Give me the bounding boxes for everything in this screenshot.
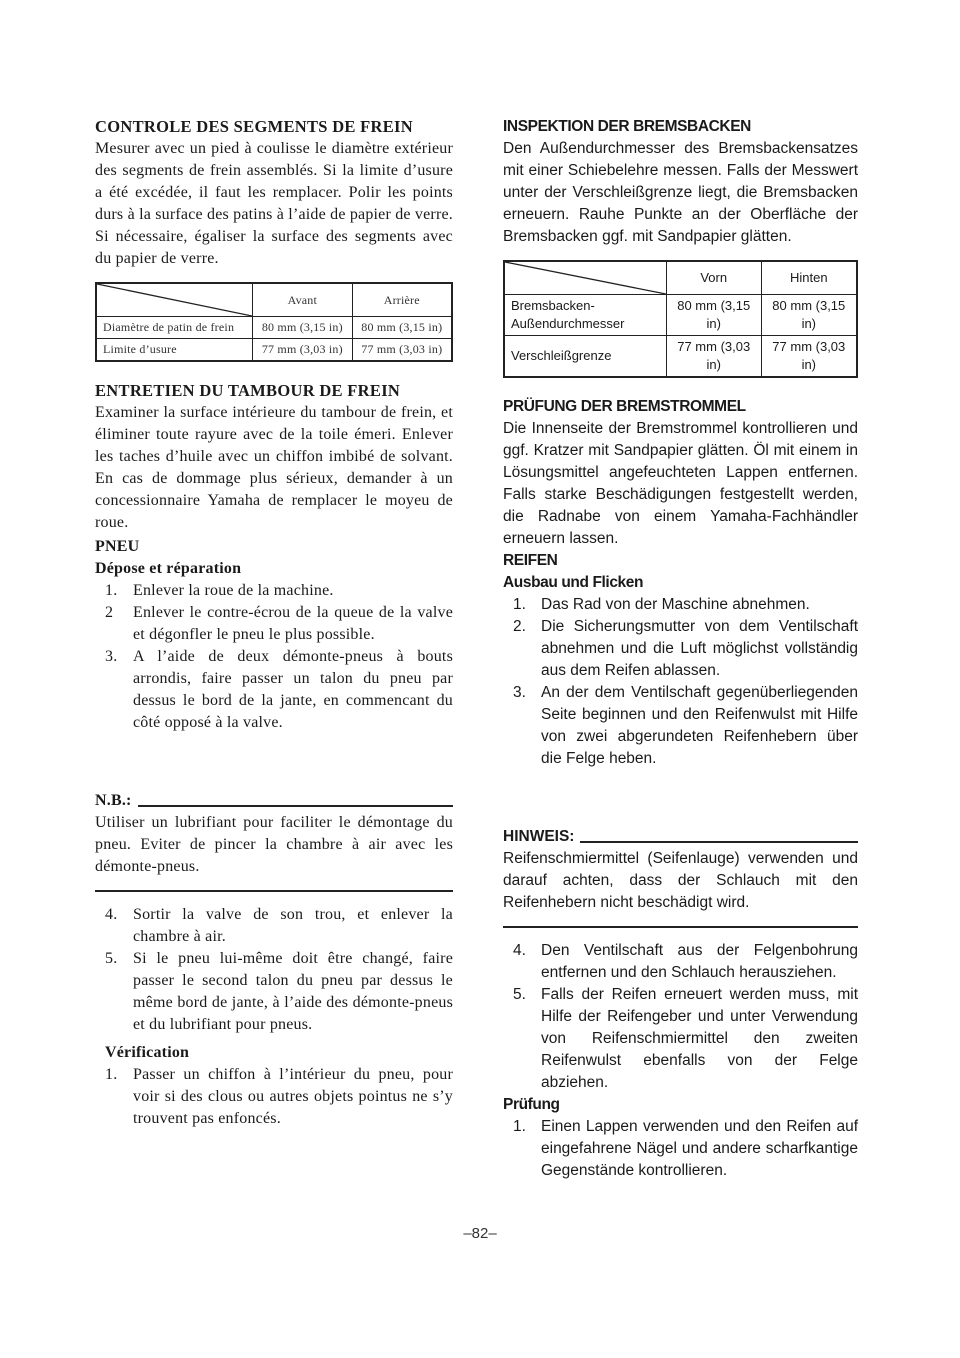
fr-row2-label: Limite d’usure (96, 339, 253, 362)
fr-drum-body: Examiner la surface intérieure du tambour de frein, et éliminer toute rayure avec de la toile émeri. Enlever les taches d’huile avec un chiffon imbibé de solvant. En cas de dommage plus sérieux, demander à un concessionnaire Yamaha de remplacer le moyeu de roue. (95, 404, 453, 531)
step-number: 5. (513, 986, 526, 1003)
table-row (504, 336, 857, 378)
list-item (95, 580, 453, 602)
step-number: 3. (513, 684, 526, 701)
fr-removal-steps (95, 580, 453, 734)
step-text: Passer un chiffon à l’intérieur du pneu, pour voir si des clous ou autres objets pointus ne s’y trouvent pas enfoncés. (133, 1066, 453, 1127)
fr-row2-rear: 77 mm (3,03 in) (352, 339, 452, 362)
step-number: 2. (513, 618, 526, 635)
list-item (95, 948, 453, 1036)
step-number: 4. (513, 942, 526, 959)
list-item (95, 904, 453, 948)
list-item (95, 602, 453, 646)
fr-spec-table (95, 282, 453, 362)
step-number: 1. (105, 1066, 118, 1083)
de-spec-table (503, 260, 858, 378)
step-text: Die Sicherungsmutter von dem Ventilschaft abnehmen und die Luft möglichst vollständig aus dem Reifen ablassen. (541, 618, 858, 679)
de-check-steps (503, 1116, 858, 1182)
de-row2-front: 77 mm (3,03 in) (666, 336, 761, 378)
step-text: An der dem Ventilschaft gegenüberliegenden Seite beginnen und den Reifenwulst mit Hilfe von zwei abgerundeten Reifenhebern über die Felge heben. (541, 684, 858, 767)
de-row1-rear: 80 mm (3,15 in) (761, 295, 857, 336)
de-drum-heading: PRÜFUNG DER BREMSTROMMEL (503, 398, 746, 415)
list-item (95, 1064, 453, 1130)
de-note-header (503, 826, 858, 848)
table-row (96, 339, 452, 362)
step-text: Falls der Reifen erneuert werden muss, mit Hilfe der Reifengeber und unter Verwendung von Reifenschmiermittel den zweiten Reifenwulst ebenfalls von der Felge abziehen. (541, 986, 858, 1091)
de-note-label: HINWEIS: (503, 828, 575, 845)
fr-table-corner (96, 283, 253, 317)
fr-check-steps (95, 1064, 453, 1130)
table-row (96, 317, 452, 339)
step-text: Enlever le contre-écrou de la queue de la valve et dégonfler le pneu le plus possible. (133, 604, 453, 643)
de-drum-body: Die Innenseite der Bremstrommel kontrollieren und ggf. Kratzer mit Sandpapier glätten. Öl mit einem in Lösungsmittel angefeuchteten Lappen entfernen. Falls starke Beschädigungen festgestellt werden, die Radnabe von einem Yamaha-Fachhändler erneuern lassen. (503, 420, 858, 547)
step-number: 2 (105, 604, 114, 621)
list-item (503, 984, 858, 1094)
de-tire-subheading: Ausbau und Flicken (503, 574, 644, 591)
de-row1-label: Bremsbacken-Außendurchmesser (504, 295, 666, 336)
step-number: 5. (105, 950, 118, 967)
fr-brake-shoe-body: Mesurer avec un pied à coulisse le diamètre extérieur des segments de frein assemblés. Si la limite d’usure a été excédée, il faut les remplacer. Polir les points durs à la surface des patins à l’aide de papier de verre. Si nécessaire, égaliser la surface des segments avec du papier de verre. (95, 140, 453, 267)
list-item (503, 594, 858, 616)
de-table-corner (504, 261, 666, 295)
de-row2-rear: 77 mm (3,03 in) (761, 336, 857, 378)
step-text: Si le pneu lui-même doit être changé, faire passer le second talon du pneu par dessus le même bord de jante, à l’aide des démonte-pneus et du lubrifiant pour pneus. (133, 950, 453, 1033)
fr-row2-front: 77 mm (3,03 in) (253, 339, 352, 362)
de-removal-steps-cont (503, 940, 858, 1094)
fr-removal-steps-cont (95, 904, 453, 1036)
step-text: Sortir la valve de son trou, et enlever la chambre à air. (133, 906, 453, 945)
de-removal-steps (503, 594, 858, 770)
fr-tire-heading: PNEU (95, 538, 140, 555)
step-number: 1. (513, 596, 526, 613)
fr-row1-front: 80 mm (3,15 in) (253, 317, 352, 339)
fr-check-heading: Vérification (105, 1044, 190, 1061)
step-text: Das Rad von der Maschine abnehmen. (541, 596, 810, 613)
de-brake-shoe-body: Den Außendurchmesser des Bremsbackensatzes mit einer Schiebelehre messen. Falls der Messwert unter der Verschleißgrenze liegt, die Bremsbacken erneuern. Rauhe Punkte an der Oberfläche der Bremsbacken ggf. mit Sandpapier glätten. (503, 140, 858, 245)
de-note-body: Reifenschmiermittel (Seifenlauge) verwenden und darauf achten, dass der Schlauch mit den Reifenhebern nicht beschädigt wird. (503, 848, 858, 928)
fr-table-header-front: Avant (253, 283, 352, 317)
step-number: 1. (105, 582, 118, 599)
step-number: 4. (105, 906, 118, 923)
step-text: A l’aide de deux démonte-pneus à bouts arrondis, faire passer un talon du pneu par dessus le bord de la jante, en commencant du côté opposé à la valve. (133, 648, 453, 731)
french-column (95, 112, 453, 1130)
step-text: Den Ventilschaft aus der Felgenbohrung entfernen und den Schlauch herausziehen. (541, 942, 858, 981)
fr-row1-rear: 80 mm (3,15 in) (352, 317, 452, 339)
step-number: 1. (513, 1118, 526, 1135)
fr-note-header (95, 790, 453, 812)
fr-note-label: N.B.: (95, 792, 132, 809)
de-check-heading: Prüfung (503, 1096, 560, 1113)
step-text: Einen Lappen verwenden und den Reifen auf eingefahrene Nägel und andere scharfkantige Gegenstände kontrollieren. (541, 1118, 858, 1179)
table-row (504, 295, 857, 336)
de-row2-label: Verschleißgrenze (504, 336, 666, 378)
de-table-header-front: Vorn (666, 261, 761, 295)
list-item (95, 646, 453, 734)
de-table-header-rear: Hinten (761, 261, 857, 295)
fr-table-header-rear: Arrière (352, 283, 452, 317)
fr-brake-shoe-heading: CONTROLE DES SEGMENTS DE FREIN (95, 117, 413, 136)
step-text: Enlever la roue de la machine. (133, 582, 334, 599)
step-number: 3. (105, 648, 118, 665)
fr-tire-subheading: Dépose et réparation (95, 560, 242, 577)
note-rule (580, 841, 858, 843)
page-number: –82– (463, 1225, 497, 1242)
list-item (503, 1116, 858, 1182)
fr-drum-heading: ENTRETIEN DU TAMBOUR DE FREIN (95, 381, 401, 400)
list-item (503, 616, 858, 682)
note-rule (138, 805, 453, 807)
fr-row1-label: Diamètre de patin de frein (96, 317, 253, 339)
list-item (503, 940, 858, 984)
de-brake-shoe-heading: INSPEKTION DER BREMSBACKEN (503, 118, 751, 135)
fr-note-body: Utiliser un lubrifiant pour faciliter le démontage du pneu. Eviter de pincer la chambre à air avec les démonte-pneus. (95, 812, 453, 892)
de-row1-front: 80 mm (3,15 in) (666, 295, 761, 336)
german-column (503, 112, 858, 1182)
de-tire-heading: REIFEN (503, 552, 558, 569)
list-item (503, 682, 858, 770)
